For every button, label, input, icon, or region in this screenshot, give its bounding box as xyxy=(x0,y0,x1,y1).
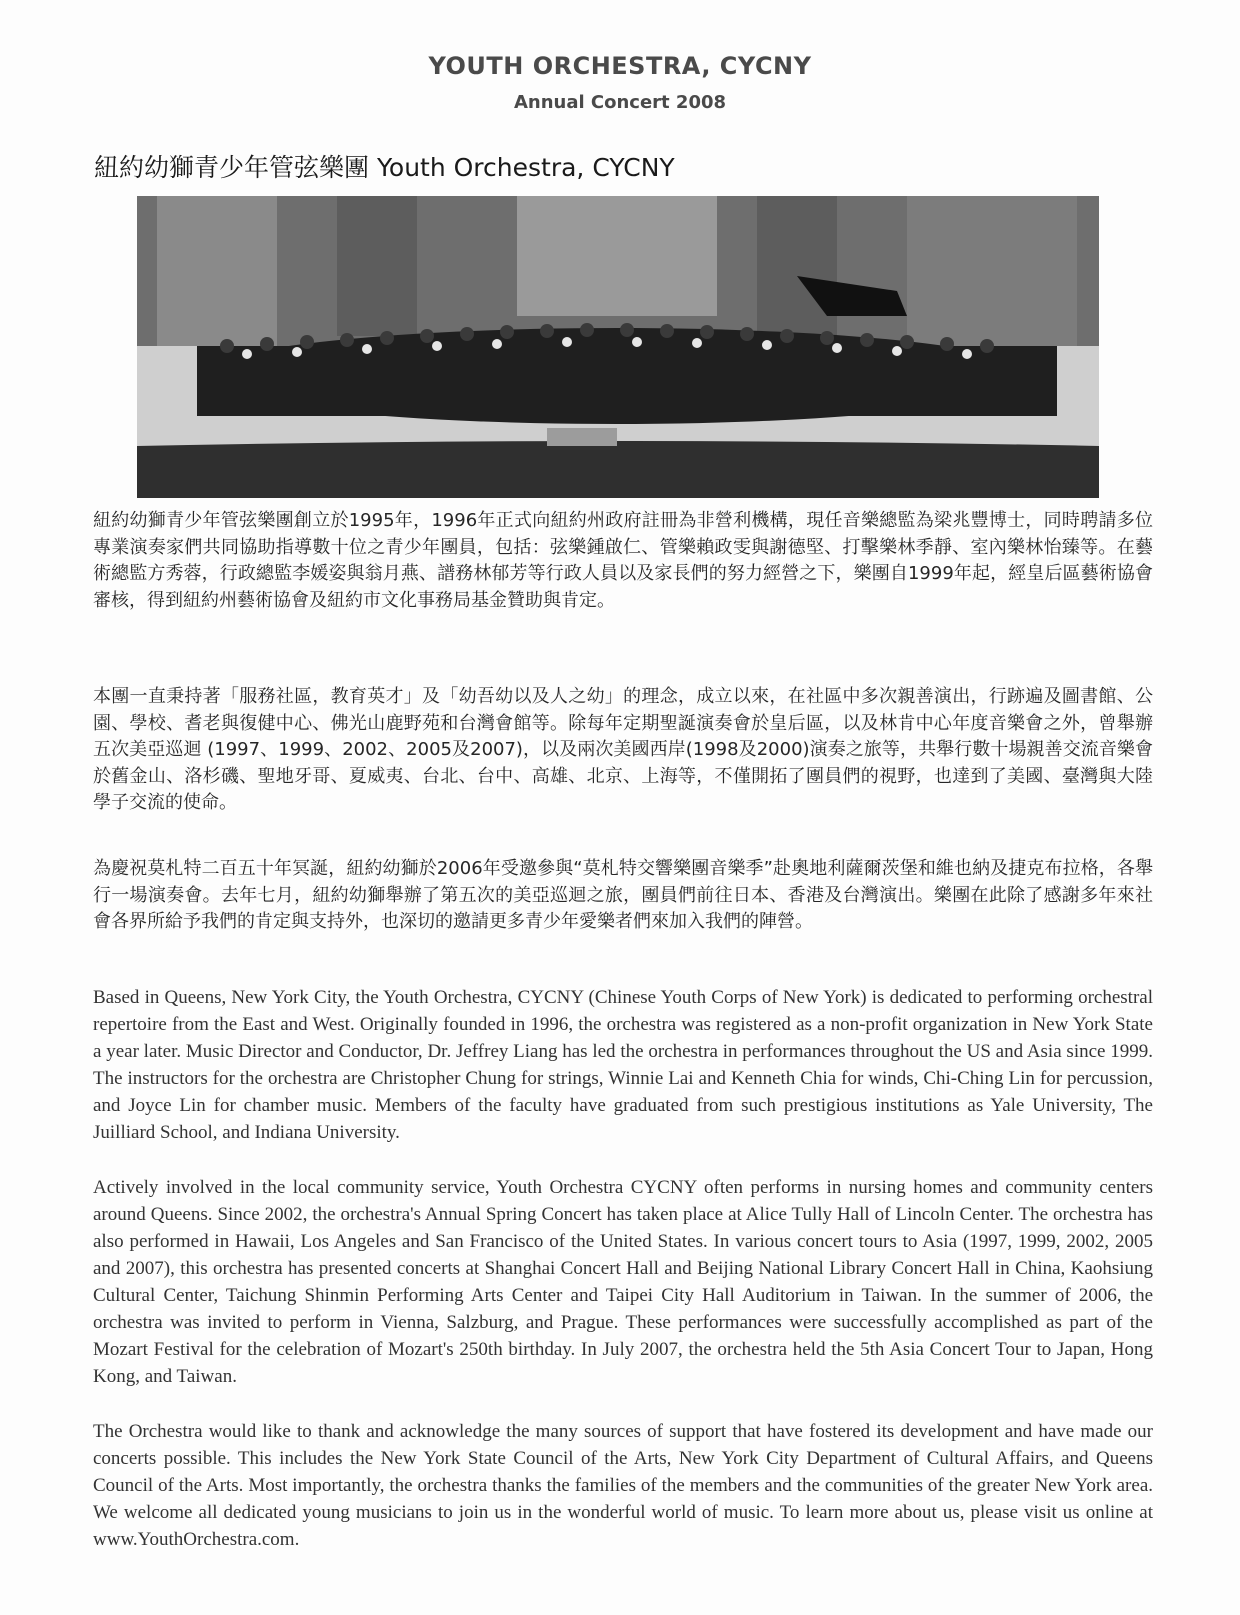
section-heading: 紐約幼獅青少年管弦樂團 Youth Orchestra, CYCNY xyxy=(94,153,675,182)
paragraph-en-3: The Orchestra would like to thank and acknowledge the many sources of support that have fostered its development and have made our concerts possible. This includes the New York State Council of the Arts, New York City Department of Cultural Affairs, and Queens Council of the Arts. Most importantly, the orchestra thanks the families of the members and the communities of the greater New York area. We welcome all dedicated young musicians to join us in the wonderful world of music. To learn more about us, please visit us online at www.YouthOrchestra.com. xyxy=(93,1421,1153,1550)
paragraph-zh-3: 為慶祝莫札特二百五十年冥誕，紐約幼獅於2006年受邀參與“莫札特交響樂團音樂季”赴奧地利薩爾茨堡和維也納及捷克布拉格，各舉行一場演奏會。去年七月，紐約幼獅舉辦了第五次的美亞巡迴之旅，團員們前往日本、香港及台灣演出。樂團在此除了感謝多年來社會各界所給予我們的肯定與支持外，也深切的邀請更多青少年愛樂者們來加入我們的陣營。 xyxy=(93,858,1153,932)
orchestra-photo xyxy=(137,196,1099,498)
paragraph-zh-2: 本團一直秉持著「服務社區，教育英才」及「幼吾幼以及人之幼」的理念，成立以來，在社區中多次親善演出，行跡遍及圖書館、公園、學校、耆老與復健中心、佛光山鹿野苑和台灣會館等。除每年定期聖誕演奏會於皇后區，以及林肯中心年度音樂會之外，曾舉辦五次美亞巡迴 (1997、1999、2002、2005及2007)，以及兩次美國西岸(1998及2000)演奏之旅等，共舉行數十場親善交流音樂會於舊金山、洛杉磯、聖地牙哥、夏威夷、台北、台中、高雄、北京、上海等，不僅開拓了團員們的視野，也達到了美國、臺灣與大陸學子交流的使命。 xyxy=(93,686,1153,813)
paragraph-zh-1: 紐約幼獅青少年管弦樂團創立於1995年，1996年正式向紐約州政府註冊為非營利機構，現任音樂總監為梁兆豐博士，同時聘請多位專業演奏家們共同協助指導數十位之青少年團員，包括：弦樂鍾啟仁、管樂賴政雯與謝德堅、打擊樂林季靜、室內樂林怡臻等。在藝術總監方秀蓉，行政總監李媛姿與翁月燕、譜務林郁芳等行政人員以及家長們的努力經營之下，樂團自1999年起，經皇后區藝術協會審核，得到紐約州藝術協會及紐約市文化事務局基金贊助與肯定。 xyxy=(93,510,1153,611)
orchestra-photo-illustration xyxy=(137,196,1099,498)
document-title: YOUTH ORCHESTRA, CYCNY xyxy=(428,52,812,80)
paragraph-en-2: Actively involved in the local community service, Youth Orchestra CYCNY often performs in nursing homes and community centers around Queens. Since 2002, the orchestra's Annual Spring Concert has taken place at Alice Tully Hall of Lincoln Center. The orchestra has also performed in Hawaii, Los Angeles and San Francisco of the United States. In various concert tours to Asia (1997, 1999, 2002, 2005 and 2007), this orchestra has presented concerts at Shanghai Concert Hall and Beijing National Library Concert Hall in China, Kaohsiung Cultural Center, Taichung Shinmin Performing Arts Center and Taipei City Hall Auditorium in Taiwan. In the summer of 2006, the orchestra was invited to perform in Vienna, Salzburg, and Prague. These performances were successfully accomplished as part of the Mozart Festival for the celebration of Mozart's 250th birthday. In July 2007, the orchestra held the 5th Asia Concert Tour to Japan, Hong Kong, and Taiwan. xyxy=(93,1177,1153,1387)
document-subtitle: Annual Concert 2008 xyxy=(513,92,727,113)
paragraph-en-1: Based in Queens, New York City, the Youth Orchestra, CYCNY (Chinese Youth Corps of New York) is dedicated to performing orchestral repertoire from the East and West. Originally founded in 1996, the orchestra was registered as a non-profit organization in New York State a year later. Music Director and Conductor, Dr. Jeffrey Liang has led the orchestra in performances throughout the US and Asia since 1999. The instructors for the orchestra are Christopher Chung for strings, Winnie Lai and Kenneth Chia for winds, Chi-Ching Lin for percussion, and Joyce Lin for chamber music. Members of the faculty have graduated from such prestigious institutions as Yale University, The Juilliard School, and Indiana University. xyxy=(93,987,1153,1143)
